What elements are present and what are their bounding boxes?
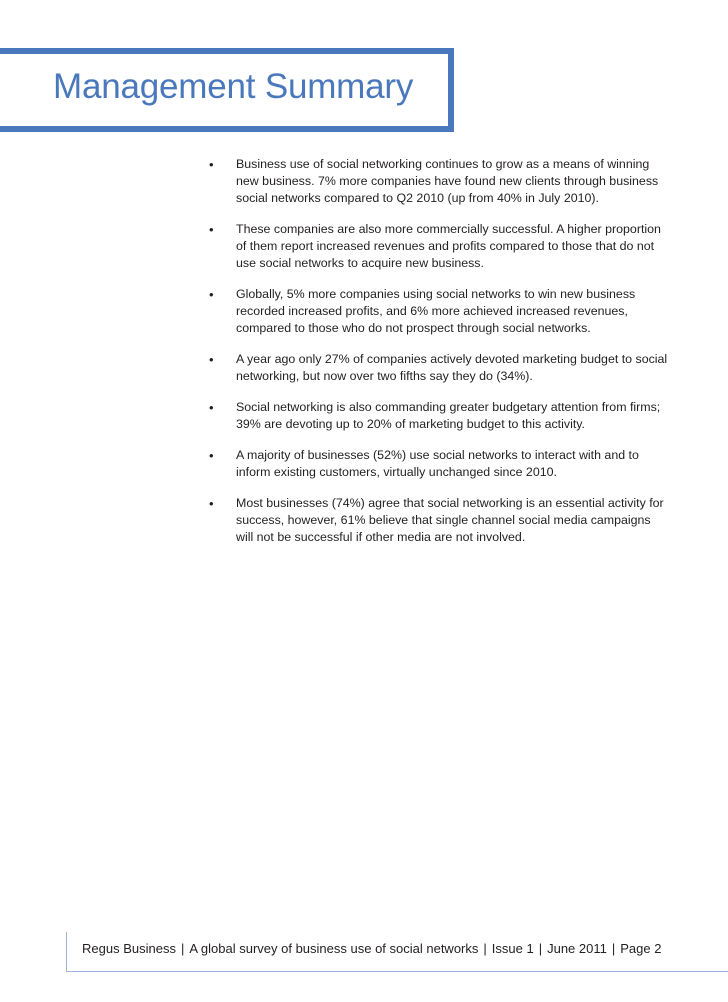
bullet-item (209, 447, 669, 481)
bullet-item (209, 351, 669, 385)
bullet-item (209, 221, 669, 272)
footer-page-number: Page 2 (620, 941, 662, 956)
bullet-marker: • (209, 157, 214, 172)
bullet-text: Social networking is also commanding greater budgetary attention from firms; 39% are devoting up to 20% of marketing budget to this activity. (236, 400, 661, 431)
footer-date: June 2011 (547, 941, 607, 956)
bullet-marker: • (209, 287, 214, 302)
footer-separator: | (180, 941, 185, 956)
bullet-text: A year ago only 27% of companies actively devoted marketing budget to social networking, but now over two fifths say they do (34%). (236, 352, 668, 383)
bullet-text: Most businesses (74%) agree that social networking is an essential activity for success, however, 61% believe that single channel social media campaigns will not be successful if other media are not involved. (236, 496, 664, 544)
bullet-marker: • (209, 352, 214, 367)
footer-separator: | (538, 941, 543, 956)
bullet-item (209, 286, 669, 337)
bullet-text: These companies are also more commercially successful. A higher proportion of them report increased revenues and profits compared to those that do not use social networks to acquire new business. (236, 222, 661, 270)
bullet-text: Business use of social networking continues to grow as a means of winning new business. 7% more companies have found new clients through business social networks compared to Q2 2010 (up from 40% in July 2010). (236, 157, 659, 205)
bullet-text: Globally, 5% more companies using social networks to win new business recorded increased profits, and 6% more achieved increased revenues, compared to those who do not prospect through social networks. (236, 287, 636, 335)
bullet-marker: • (209, 496, 214, 511)
bullet-text: A majority of businesses (52%) use social networks to interact with and to inform existing customers, virtually unchanged since 2010. (236, 448, 639, 479)
bullet-marker: • (209, 400, 214, 415)
bullet-item (209, 495, 669, 546)
footer-publisher: Regus Business (82, 941, 176, 956)
footer-separator: | (611, 941, 616, 956)
summary-bullet-list (209, 156, 669, 560)
bullet-item (209, 399, 669, 433)
bullet-marker: • (209, 448, 214, 463)
bullet-item (209, 156, 669, 207)
footer-report-title: A global survey of business use of social networks (189, 941, 479, 956)
footer-issue: Issue 1 (491, 941, 534, 956)
bullet-marker: • (209, 222, 214, 237)
page-title: Management Summary (53, 67, 414, 106)
page-footer (82, 941, 661, 957)
footer-separator: | (483, 941, 487, 956)
